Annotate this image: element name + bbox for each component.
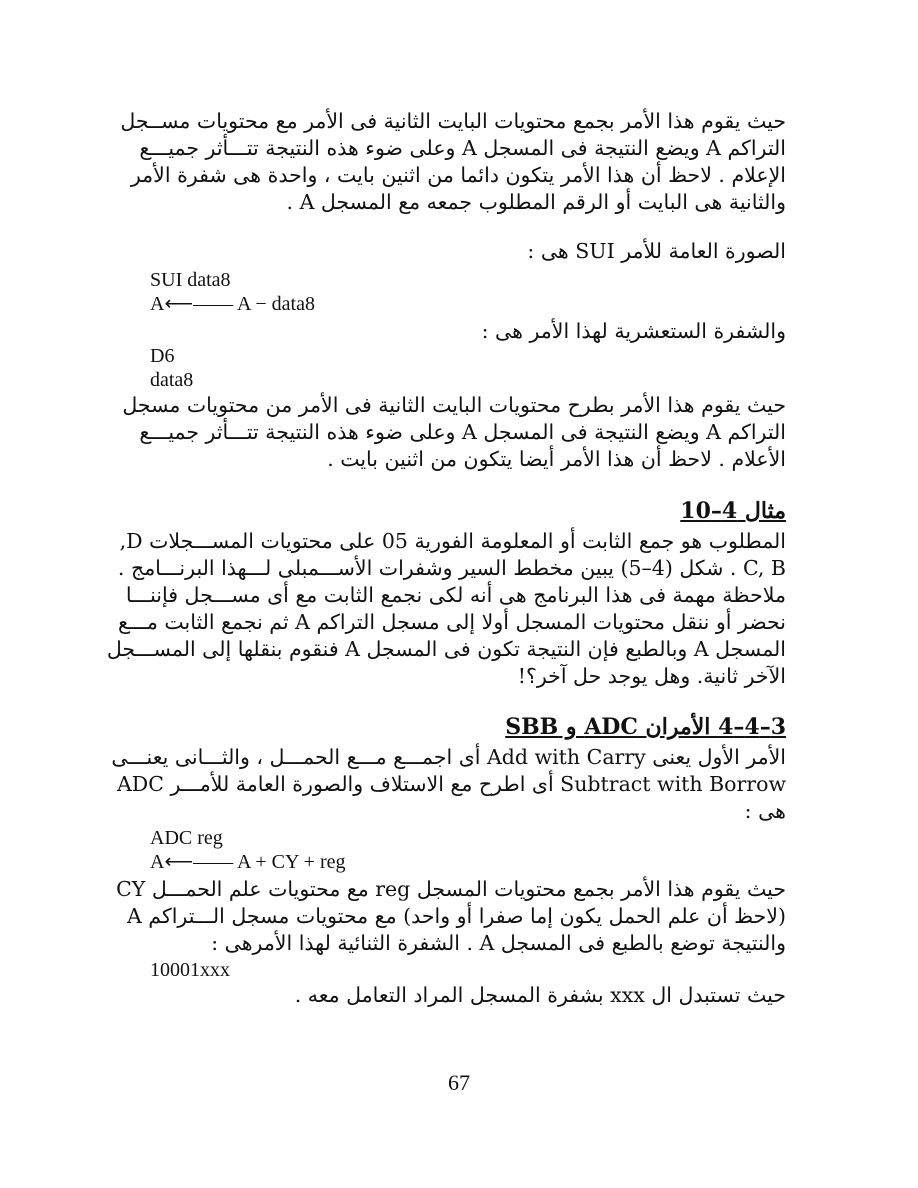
text-line: حيث تستبدل ال xxx بشفرة المسجل المراد التعامل معه . [294,983,786,1007]
sui-code-block [150,268,550,316]
text-line: الأمر الأول يعنى Add with Carry أى اجمـــع مـــع الحمـــل ، والثـــانى يعنـــى [111,745,786,769]
text-line: التراكم A ويضع النتيجة فى المسجل A وعلى ضوء هذه النتيجة تتـــأثر جميـــع [139,420,786,444]
paragraph-section-body [111,744,786,825]
code-line: data8 [150,369,194,391]
paragraph-final-note [150,982,786,1009]
paragraph-adc-description [116,876,786,957]
text-line: حيث يقوم هذا الأمر بجمع محتويات المسجل reg مع محتويات علم الحمـــل CY [116,877,786,901]
text-line: C, B . شكل (4–5) يبين مخطط السير وشفرات الأســـمبلى لـــهذا البرنـــامج . [117,556,786,580]
sui-hex-label [150,318,786,345]
sui-general-form-label [150,238,786,265]
text-line: الآخر ثانية. وهل يوجد حل آخر؟! [517,664,786,688]
paragraph-adi-description [120,108,786,216]
text-line: التراكم A ويضع النتيجة فى المسجل A وعلى ضوء هذه النتيجة تتـــأثر جميـــع [139,136,786,160]
adc-binary-code: 10001xxx [150,959,230,981]
code-line: A⟵—— A + CY + reg [150,851,346,873]
text-line: والثانية هى البايت أو الرقم المطلوب جمعه مع المسجل A . [286,190,786,214]
text-line: المسجل A وبالطبع فإن النتيجة تكون فى المسجل A فنقوم بنقلها إلى المســـجل [106,637,786,661]
example-heading: مثال 4–10 [680,498,786,524]
text-line: نحضر أو ننقل محتويات المسجل أولا إلى مسجل التراكم A ثم نجمع الثابت مـــع [117,610,786,634]
paragraph-example-body [106,528,786,690]
text-line: ملاحظة مهمة فى هذا البرنامج هى أنه لكى نجمع الثابت مع أى مســـجل فإننـــا [125,583,786,607]
text-line: الإعلام . لاحظ أن هذا الأمر يتكون دائما من اثنين بايت ، واحدة هى شفرة الأمر [130,163,786,187]
sui-hex-block [150,344,550,392]
text-line: الصورة العامة للأمر SUI هى : [527,239,786,263]
code-line: D6 [150,345,175,367]
text-line: Subtract with Borrow أى اطرح مع الاستلاف والصورة العامة للأمـــر ADC [116,772,786,796]
text-line: المطلوب هو جمع الثابت أو المعلومة الفورية 05 على محتويات المســـجلات D, [119,529,786,553]
code-line: A⟵—— A − data8 [150,293,315,315]
text-line: والشفرة الستعشرية لهذا الأمر هى : [481,319,786,343]
section-heading: 3–4–4 الأمران ADC و SBB [505,714,786,740]
paragraph-sui-description [122,392,786,473]
code-line: SUI data8 [150,269,231,291]
page-number: 67 [448,1070,470,1095]
text-line: حيث يقوم هذا الأمر بطرح محتويات البايت الثانية فى الأمر من محتويات مسجل [122,393,786,417]
text-line: (لاحظ أن علم الحمل يكون إما صفرا أو واحد) مع محتويات مسجل الـــتراكم A [126,904,786,928]
text-line: الأعلام . لاحظ أن هذا الأمر أيضا يتكون من اثنين بايت . [327,447,786,471]
code-line: ADC reg [150,827,223,849]
adc-code-block [150,826,550,874]
text-line: والنتيجة توضع بالطبع فى المسجل A . الشفرة الثنائية لهذا الأمرهى : [211,931,786,955]
text-line: هى : [744,799,786,823]
text-line: حيث يقوم هذا الأمر بجمع محتويات البايت الثانية فى الأمر مع محتويات مســجل [120,109,786,133]
